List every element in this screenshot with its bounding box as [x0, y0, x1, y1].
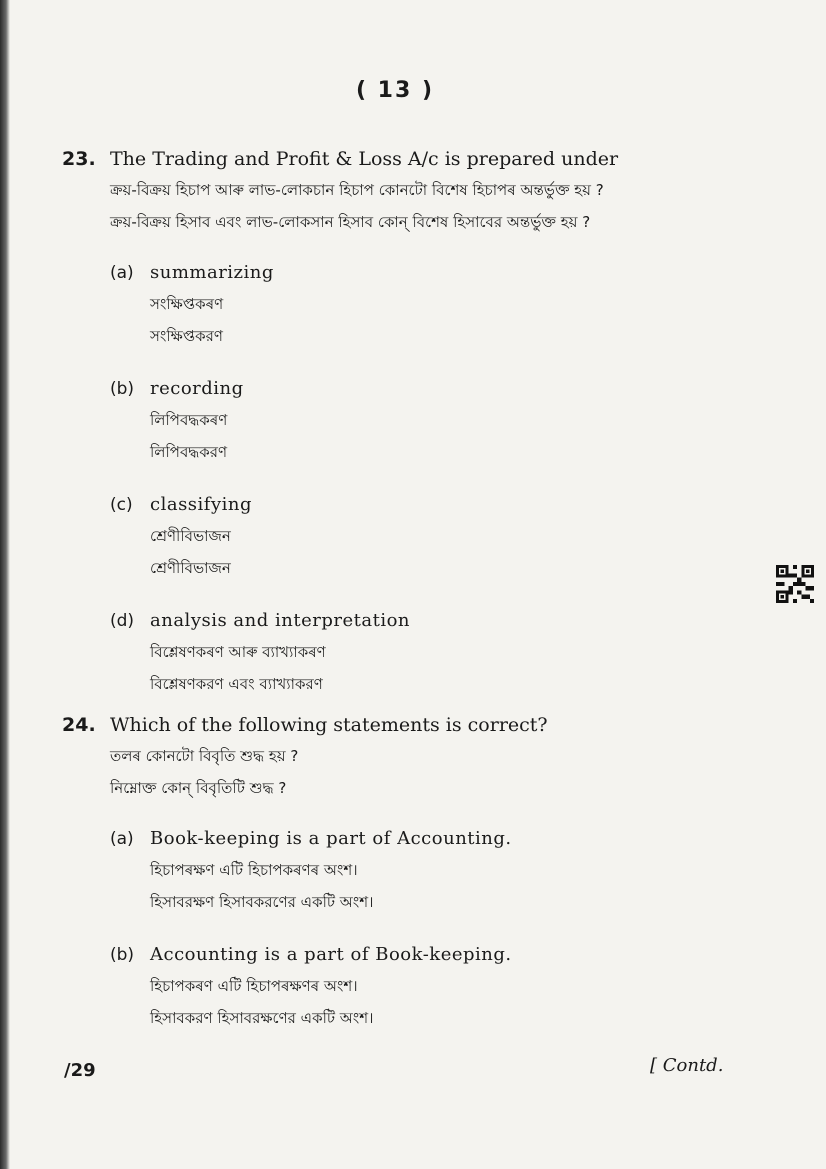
option-assamese: হিচাপকৰণ এটি হিচাপৰক্ষণৰ অংশ। — [150, 977, 358, 995]
option-text: summarizing — [150, 262, 274, 283]
option-bengali: বিশ্লেষণকরণ এবং ব্যাখ্যাকরণ — [150, 675, 323, 693]
question-text: Which of the following statements is correct? — [110, 714, 548, 736]
option-label: (a) — [110, 263, 134, 283]
option-assamese: হিচাপৰক্ষণ এটি হিচাপকৰণৰ অংশ। — [150, 861, 358, 879]
option-a — [62, 258, 712, 352]
scan-edge — [0, 0, 10, 1169]
option-label: (a) — [110, 829, 134, 849]
page-number: ( 13 ) — [355, 78, 435, 103]
question-number: 24. — [62, 714, 96, 736]
option-d — [62, 606, 712, 700]
question-translation-assamese: তলৰ কোনটো বিবৃতি শুদ্ধ হয় ? — [110, 747, 299, 765]
question-number: 23. — [62, 148, 96, 170]
question-translation-assamese: ক্ৰয়-বিক্ৰয় হিচাপ আৰু লাভ-লোকচান হিচাপ কোনটো বিশেষ হিচাপৰ অন্তৰ্ভুক্ত হয় ? — [110, 181, 604, 199]
paper-code: /29 — [64, 1060, 96, 1081]
option-label: (b) — [110, 379, 135, 399]
option-assamese: বিশ্লেষণকৰণ আৰু ব্যাখ্যাকৰণ — [150, 643, 326, 661]
option-assamese: লিপিবদ্ধকৰণ — [150, 411, 228, 429]
option-text: Accounting is a part of Book-keeping. — [150, 944, 512, 965]
option-a — [62, 824, 712, 918]
option-text: classifying — [150, 494, 253, 515]
option-assamese: সংক্ষিপ্তকৰণ — [150, 295, 224, 313]
option-b — [62, 374, 712, 468]
qr-code-icon — [776, 565, 814, 603]
question-text: The Trading and Profit & Loss A/c is prepared under — [110, 148, 619, 170]
option-assamese: শ্ৰেণীবিভাজন — [150, 527, 231, 545]
option-b — [62, 940, 712, 1034]
option-bengali: হিসাবকরণ হিসাবরক্ষণের একটি অংশ। — [150, 1009, 374, 1027]
option-text: Book-keeping is a part of Accounting. — [150, 828, 512, 849]
continued-label: [ Contd. — [650, 1055, 724, 1076]
option-bengali: লিপিবদ্ধকরণ — [150, 443, 228, 461]
question-23 — [62, 144, 712, 722]
option-text: analysis and interpretation — [150, 610, 411, 631]
option-label: (d) — [110, 611, 135, 631]
option-bengali: সংক্ষিপ্তকরণ — [150, 327, 223, 345]
option-text: recording — [150, 378, 244, 399]
option-c — [62, 490, 712, 584]
option-label: (b) — [110, 945, 135, 965]
question-24 — [62, 710, 712, 1056]
question-translation-bengali: ক্রয়-বিক্রয় হিসাব এবং লাভ-লোকসান হিসাব কোন্ বিশেষ হিসাবের অন্তর্ভুক্ত হয় ? — [110, 213, 591, 231]
option-bengali: শ্রেণীবিভাজন — [150, 559, 231, 577]
option-bengali: হিসাবরক্ষণ হিসাবকরণের একটি অংশ। — [150, 893, 374, 911]
question-translation-bengali: নিম্নোক্ত কোন্ বিবৃতিটি শুদ্ধ ? — [110, 779, 287, 797]
option-label: (c) — [110, 495, 133, 515]
